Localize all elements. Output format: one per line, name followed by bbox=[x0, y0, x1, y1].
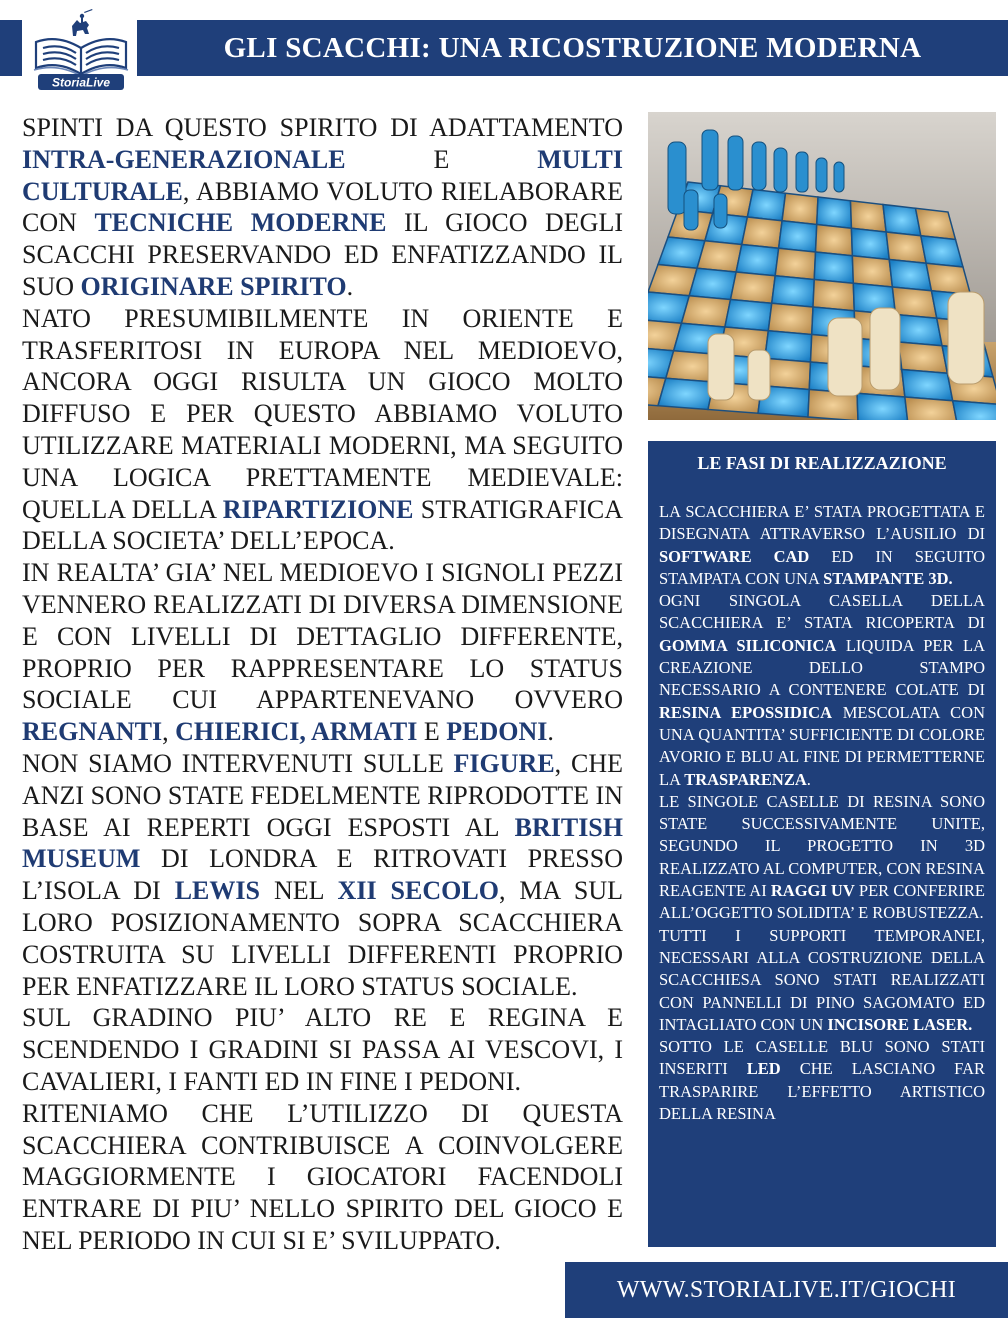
board-square bbox=[697, 241, 742, 272]
board-square bbox=[817, 197, 852, 228]
body-text: LE SINGOLE CASELLE DI RESINA SONO STATE SUCCESSIVAMENTE UNITE, SEGUNDO IL PROGETTO IN 3D REALIZZATO AL COMPUTER, CON RESINA REAGENTE AI bbox=[659, 791, 985, 901]
main-paragraph-2 bbox=[22, 303, 623, 557]
body-text: DI LONDRA E RITROVATI PRESSO L’ISOLA DI bbox=[22, 844, 623, 906]
phases-paragraph-2 bbox=[659, 590, 985, 791]
chessboard-photo bbox=[648, 112, 996, 420]
emphasis-text: INCISORE LASER. bbox=[827, 1014, 973, 1034]
main-paragraph-4 bbox=[22, 748, 623, 1002]
body-text: E bbox=[417, 717, 447, 747]
body-text: IL GIOCO DEGLI SCACCHI PRESERVANDO ED ENFATIZZANDO IL SUO bbox=[22, 208, 623, 301]
main-paragraph-3 bbox=[22, 557, 623, 748]
board-square bbox=[953, 401, 996, 420]
phases-paragraph-1 bbox=[659, 501, 985, 590]
board-square bbox=[926, 263, 970, 294]
board-square bbox=[782, 193, 818, 224]
board-square bbox=[886, 232, 926, 263]
emphasis-text: ORIGINARE SPIRITO bbox=[80, 271, 347, 301]
emphasis-text: RESINA EPOSSIDICA bbox=[659, 702, 832, 722]
board-square bbox=[813, 280, 854, 311]
board-square bbox=[747, 190, 785, 221]
emphasis-text: BRITISH MUSEUM bbox=[22, 812, 623, 874]
main-article bbox=[22, 112, 623, 1257]
body-text: , CHE ANZI SONO STATE FEDELMENTE RIPRODOTTE IN BASE AI REPERTI OGGI ESPOSTI AL bbox=[22, 748, 624, 842]
board-square bbox=[772, 276, 815, 307]
phases-paragraph-3 bbox=[659, 791, 985, 925]
body-text: E bbox=[345, 144, 538, 174]
board-square bbox=[765, 331, 812, 362]
body-text: IN REALTA’ GIA’ NEL MEDIOEVO I SIGNOLI PEZZI VENNERO REALIZZATI DI DIVERSA DIMENSIONE E CON LIVELLI DI DETTAGLIO DIFFERENTE, PROPRIO PER RAPPRESENTARE LO STATUS SOCIALE CUI APPARTENEVANO OVVERO bbox=[22, 558, 623, 715]
board-square bbox=[852, 256, 892, 287]
body-text: . bbox=[547, 717, 554, 747]
board-square bbox=[905, 397, 958, 420]
phases-paragraph-4 bbox=[659, 925, 985, 1036]
body-text: , ABBIAMO VOLUTO RIELABORARE CON bbox=[22, 176, 623, 238]
main-paragraph-1 bbox=[22, 112, 623, 303]
body-text: PER CONFERIRE ALL’OGGETTO SOLIDITA’ E ROBUSTEZZA. bbox=[659, 881, 985, 923]
emphasis-text: GOMMA SILICONICA bbox=[659, 635, 837, 655]
body-text: . bbox=[806, 769, 811, 789]
emphasis-text: RIPARTIZIONE bbox=[222, 494, 414, 524]
board-square bbox=[816, 225, 853, 256]
body-text: NATO PRESUMIBILMENTE IN ORIENTE E TRASFERITOSI IN EUROPA NEL MEDIOEVO, ANCORA OGGI RISULTA UN GIOCO MOLTO DIFFUSO E PER QUESTO ABBIAMO VOLUTO UTILIZZARE MATERIALI MODERNI, MA SEGUITO UNA LOGICA PRETTAMENTE MEDIEVALE: QUELLA DELLA bbox=[22, 303, 623, 524]
board-square bbox=[681, 296, 730, 327]
emphasis-text: FIGURE bbox=[453, 748, 555, 778]
main-paragraph-6 bbox=[22, 1098, 623, 1257]
body-text: NEL bbox=[259, 876, 338, 906]
board-square bbox=[731, 272, 776, 303]
board-square bbox=[896, 315, 943, 346]
phases-paragraph-5 bbox=[659, 1036, 985, 1125]
board-square bbox=[725, 300, 772, 331]
emphasis-text: LEWIS bbox=[174, 876, 260, 906]
emphasis-text: TECNICHE MODERNE bbox=[94, 208, 387, 238]
emphasis-text: REGNANTI bbox=[22, 717, 163, 747]
board-square bbox=[779, 221, 817, 252]
board-square bbox=[851, 228, 889, 259]
emphasis-text: INTRA-GENERAZIONALE bbox=[22, 144, 346, 174]
logo-text: StoriaLive bbox=[51, 75, 111, 90]
emphasis-text: PEDONI bbox=[446, 717, 548, 747]
website-url[interactable]: WWW.STORIALIVE.IT/GIOCHI bbox=[616, 1276, 957, 1303]
body-text: RITENIAMO CHE L’UTILIZZO DI QUESTA SCACCHIERA CONTRIBUISCE A COINVOLGERE MAGGIORMENTE I GIOCATORI FACENDOLI ENTRARE DI PIU’ NELLO SPIRITO DEL GIOCO E NEL PERIODO IN CUI SI E’ SVILUPPATO. bbox=[22, 1098, 623, 1255]
body-text: . bbox=[346, 271, 354, 301]
board-square bbox=[775, 248, 815, 279]
phases-panel bbox=[648, 441, 996, 1247]
body-text: , MA SUL LORO POSIZIONAMENTO SOPRA SCACCHIERA COSTRUITA SU LIVELLI DIFFERENTI PROPRIO PER ENFATIZZARE IL LORO STATUS SOCIALE. bbox=[22, 876, 624, 1001]
body-text: SPINTI DA QUESTO SPIRITO DI ADATTAMENTO bbox=[22, 113, 623, 142]
body-text: TUTTI I SUPPORTI TEMPORANEI, NECESSARI ALLA COSTRUZIONE DELLA SCACCHIESA SONO STATI REALIZZATI CON PANNELLI DI PINO SAGOMATO ED INTAGLIATO CON UN bbox=[659, 925, 985, 1034]
emphasis-text: TRASPARENZA bbox=[684, 769, 807, 789]
emphasis-text: MULTI CULTURALE bbox=[22, 144, 623, 206]
emphasis-text: LED bbox=[746, 1059, 781, 1079]
board-square bbox=[857, 393, 908, 420]
body-text: STRATIGRAFICA DELLA SOCIETA’ DELL’EPOCA. bbox=[22, 494, 623, 556]
storialive-logo bbox=[28, 8, 134, 92]
body-text: NON SIAMO INTERVENUTI SULLE bbox=[22, 748, 454, 778]
emphasis-text: SOFTWARE CAD bbox=[659, 546, 810, 566]
board-square bbox=[658, 378, 714, 409]
board-square bbox=[851, 201, 887, 232]
emphasis-text: STAMPANTE 3D. bbox=[823, 568, 953, 588]
board-square bbox=[736, 245, 779, 276]
body-text: ED IN SEGUITO STAMPATA CON UNA bbox=[659, 546, 985, 588]
board-square bbox=[814, 252, 853, 283]
body-text: OGNI SINGOLA CASELLA DELLA SCACCHIERA E’ STATA RICOPERTA DI bbox=[659, 591, 985, 633]
board-square bbox=[902, 370, 953, 401]
emphasis-text: XII SECOLO bbox=[337, 876, 499, 906]
board-square bbox=[689, 268, 736, 299]
page-title: GLI SCACCHI: UNA RICOSTRUZIONE MODERNA bbox=[223, 31, 922, 64]
body-text: LIQUIDA PER LA CREAZIONE DELLO STAMPO NECESSARIO A CONTENERE COLATE DI bbox=[659, 635, 986, 700]
body-text: SOTTO LE CASELLE BLU SONO STATI INSERITI bbox=[659, 1037, 985, 1079]
board-square bbox=[768, 303, 813, 334]
phases-body bbox=[659, 501, 985, 1125]
main-paragraph-5 bbox=[22, 1002, 623, 1097]
header-left-accent bbox=[0, 20, 22, 76]
body-text: SUL GRADINO PIU’ ALTO RE E REGINA E SCENDENDO I GRADINI SI PASSA AI VESCOVI, I CAVALIERI, I FANTI ED IN FINE I PEDONI. bbox=[22, 1003, 623, 1096]
phases-title: LE FASI DI REALIZZAZIONE bbox=[697, 453, 947, 473]
body-text: LA SCACCHIERA E’ STATA PROGETTATA E DISEGNATA ATTRAVERSO L’AUSILIO DI bbox=[659, 502, 985, 544]
board-square bbox=[889, 260, 931, 291]
footer-bar bbox=[565, 1262, 1008, 1318]
emphasis-text: CHIERICI, ARMATI bbox=[175, 717, 418, 747]
board-square bbox=[899, 342, 948, 373]
board-square bbox=[742, 217, 782, 248]
emphasis-text: RAGGI UV bbox=[770, 881, 855, 901]
body-text: MESCOLATA CON UNA QUANTITA’ SUFFICIENTE DI COLORE AVORIO E BLU AL FINE DI PERMETTERNE LA bbox=[659, 702, 985, 789]
body-text: CHE LASCIANO FAR TRASPARIRE L’EFFETTO ARTISTICO DELLA RESINA bbox=[659, 1059, 985, 1124]
header-bar bbox=[137, 20, 1008, 76]
body-text: , bbox=[162, 717, 176, 747]
